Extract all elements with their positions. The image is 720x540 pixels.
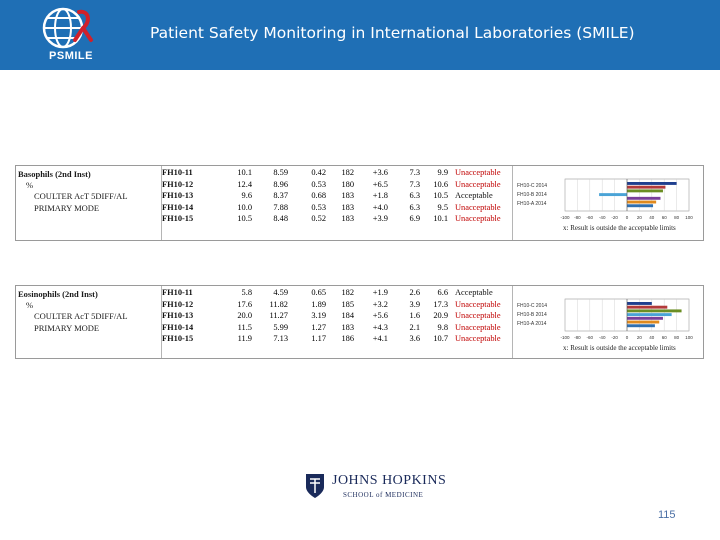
table-row [162,300,512,312]
x-tick-label: -80 [574,215,581,220]
chart-bar [627,186,665,189]
cell-hi: 9.8 [437,322,448,332]
header-band [0,0,720,70]
cell-v3: 0.52 [311,214,326,224]
results-table [162,288,512,346]
x-tick-label: 80 [674,215,680,220]
table-row [162,191,512,203]
cell-v3: 0.42 [311,168,326,177]
x-tick-label: 60 [661,335,667,340]
cell-id: FH10-15 [162,214,194,224]
shield-icon [305,473,325,499]
cell-result: Unacceptable [455,311,501,321]
cell-n: 186 [341,334,354,344]
cell-dev: +4.1 [372,334,388,344]
chart-footnote: x: Result is outside the acceptable limits [563,344,676,352]
cell-id: FH10-11 [162,168,193,177]
instrument-mode: PRIMARY MODE [34,323,100,333]
chart-bar [627,324,655,327]
cell-v3: 0.68 [311,191,326,201]
cell-hi: 9.5 [437,202,448,212]
x-tick-label: 80 [674,335,680,340]
chart-bar [627,302,652,305]
cell-hi: 9.9 [437,168,448,177]
x-tick-label: 40 [649,215,655,220]
cell-result: Acceptable [455,288,493,297]
cell-v2: 8.96 [273,179,288,189]
table-row [162,203,512,215]
table-row [162,288,512,300]
x-tick-label: 0 [625,215,629,220]
cell-n: 182 [341,288,354,297]
cell-hi: 6.6 [437,288,448,297]
cell-v2: 8.37 [273,191,288,201]
cell-v3: 1.89 [311,299,326,309]
cell-dev: +1.8 [372,191,388,201]
cell-v1: 11.5 [237,322,252,332]
cell-result: Unacceptable [455,202,501,212]
table-row [162,214,512,226]
cell-n: 180 [341,179,354,189]
cell-v3: 0.65 [311,288,326,297]
x-tick-label: -100 [560,335,570,340]
legend-label: FH10-C 2014 [517,183,548,189]
cell-v1: 5.8 [241,288,252,297]
cell-v2: 11.27 [269,311,288,321]
analyte-name: Eosinophils (2nd Inst) [18,289,98,299]
cell-result: Unacceptable [455,299,501,309]
cell-id: FH10-14 [162,202,194,212]
globe-icon [31,6,111,52]
analyte-block [16,286,162,358]
chart-bar [627,182,677,185]
cell-result: Unacceptable [455,322,501,332]
cell-dev: +3.6 [372,168,388,177]
basophils-panel [15,165,704,241]
legend-label: FH10-A 2014 [517,201,547,207]
cell-v1: 9.6 [241,191,252,201]
cell-v2: 4.59 [273,288,288,297]
x-tick-label: -40 [598,215,606,220]
instrument-name: COULTER AcT 5DIFF/AL [34,311,128,321]
cell-n: 183 [341,322,354,332]
x-tick-label: 20 [636,335,642,340]
cell-lo: 2.6 [409,288,420,297]
cell-v1: 12.4 [237,179,252,189]
johns-hopkins-logo [305,473,455,503]
cell-lo: 3.9 [409,299,420,309]
chart-bar [627,309,682,312]
cell-hi: 10.1 [433,214,448,224]
cell-dev: +3.2 [372,299,388,309]
x-tick-label: -20 [611,215,618,220]
cell-dev: +3.9 [372,214,388,224]
cell-result: Unacceptable [455,179,501,189]
cell-dev: +4.0 [372,202,388,212]
chart-bar [627,201,656,204]
logo-text: PSMILE [49,50,93,62]
cell-id: FH10-15 [162,334,194,344]
cell-lo: 6.3 [409,202,420,212]
legend-label: FH10-B 2014 [517,312,547,318]
chart-bar [599,193,627,196]
legend-label: FH10-C 2014 [517,303,548,309]
cell-id: FH10-13 [162,311,194,321]
page-title: Patient Safety Monitoring in International Laboratories (SMILE) [150,24,635,42]
cell-v2: 7.88 [273,202,288,212]
cell-n: 183 [341,214,354,224]
cell-v3: 0.53 [311,202,326,212]
cell-v3: 1.27 [311,322,326,332]
cell-v2: 11.82 [269,299,288,309]
x-tick-label: -60 [586,335,594,340]
chart-footnote: x: Result is outside the acceptable limits [563,224,676,232]
x-tick-label: -100 [560,215,570,220]
table-row [162,180,512,192]
cell-dev: +1.9 [372,288,388,297]
cell-result: Acceptable [455,191,493,201]
chart-bar [627,189,663,192]
institution-name: JOHNS HOPKINS [332,473,447,488]
cell-hi: 17.3 [433,299,448,309]
cell-dev: +6.5 [372,179,388,189]
cell-id: FH10-12 [162,299,194,309]
cell-v3: 3.19 [311,311,326,321]
table-row [162,311,512,323]
table-row [162,323,512,335]
x-tick-label: 100 [685,215,693,220]
cell-lo: 2.1 [409,322,420,332]
cell-id: FH10-14 [162,322,194,332]
cell-lo: 7.3 [409,179,420,189]
cell-lo: 6.3 [409,191,420,201]
chart-bar [627,313,672,316]
cell-result: Unacceptable [455,168,501,177]
x-tick-label: -80 [574,335,581,340]
cell-result: Unacceptable [455,334,501,344]
cell-id: FH10-11 [162,288,193,297]
cell-lo: 6.9 [409,214,420,224]
cell-lo: 3.6 [409,334,420,344]
chart-bar [627,306,667,309]
cell-n: 184 [341,311,354,321]
cell-dev: +4.3 [372,322,388,332]
cell-hi: 10.5 [433,191,448,201]
cell-v2: 7.13 [273,334,288,344]
chart-bar [627,197,660,200]
cell-id: FH10-13 [162,191,194,201]
table-row [162,334,512,346]
x-tick-label: 20 [636,215,642,220]
x-tick-label: -60 [586,215,594,220]
cell-id: FH10-12 [162,179,194,189]
x-tick-label: 100 [685,335,693,340]
cell-v1: 10.5 [237,214,252,224]
cell-hi: 10.7 [433,334,448,344]
cell-v1: 20.0 [237,311,252,321]
school-name: SCHOOL of MEDICINE [343,491,424,499]
chart-bar [627,317,663,320]
cell-n: 185 [341,299,354,309]
cell-hi: 10.6 [433,179,448,189]
x-tick-label: 60 [661,215,667,220]
cell-v1: 10.0 [237,202,252,212]
chart-bar [627,321,659,324]
legend-label: FH10-A 2014 [517,321,547,327]
eosinophils-panel [15,285,704,359]
results-table [162,168,512,226]
cell-v1: 17.6 [237,299,252,309]
deviation-chart [512,286,703,358]
x-tick-label: -40 [598,335,606,340]
analyte-unit: % [26,180,34,190]
legend-label: FH10-B 2014 [517,192,547,198]
cell-result: Unacceptable [455,214,501,224]
cell-lo: 1.6 [409,311,420,321]
x-tick-label: 0 [625,335,629,340]
instrument-mode: PRIMARY MODE [34,203,100,213]
cell-v2: 8.48 [273,214,288,224]
cell-v2: 8.59 [273,168,288,177]
psmile-logo [31,6,111,64]
x-tick-label: 40 [649,335,655,340]
cell-v3: 0.53 [311,179,326,189]
x-tick-label: -20 [611,335,618,340]
cell-v3: 1.17 [311,334,326,344]
page-number: 115 [658,509,676,521]
analyte-block [16,166,162,240]
table-row [162,168,512,180]
cell-v2: 5.99 [273,322,288,332]
cell-n: 182 [341,168,354,177]
chart-bar [627,204,653,207]
cell-v1: 10.1 [237,168,252,177]
cell-v1: 11.9 [237,334,252,344]
cell-hi: 20.9 [433,311,448,321]
deviation-chart [512,166,703,240]
cell-n: 183 [341,191,354,201]
cell-dev: +5.6 [372,311,388,321]
cell-n: 183 [341,202,354,212]
analyte-unit: % [26,300,34,310]
instrument-name: COULTER AcT 5DIFF/AL [34,191,128,201]
analyte-name: Basophils (2nd Inst) [18,169,91,179]
cell-lo: 7.3 [409,168,420,177]
